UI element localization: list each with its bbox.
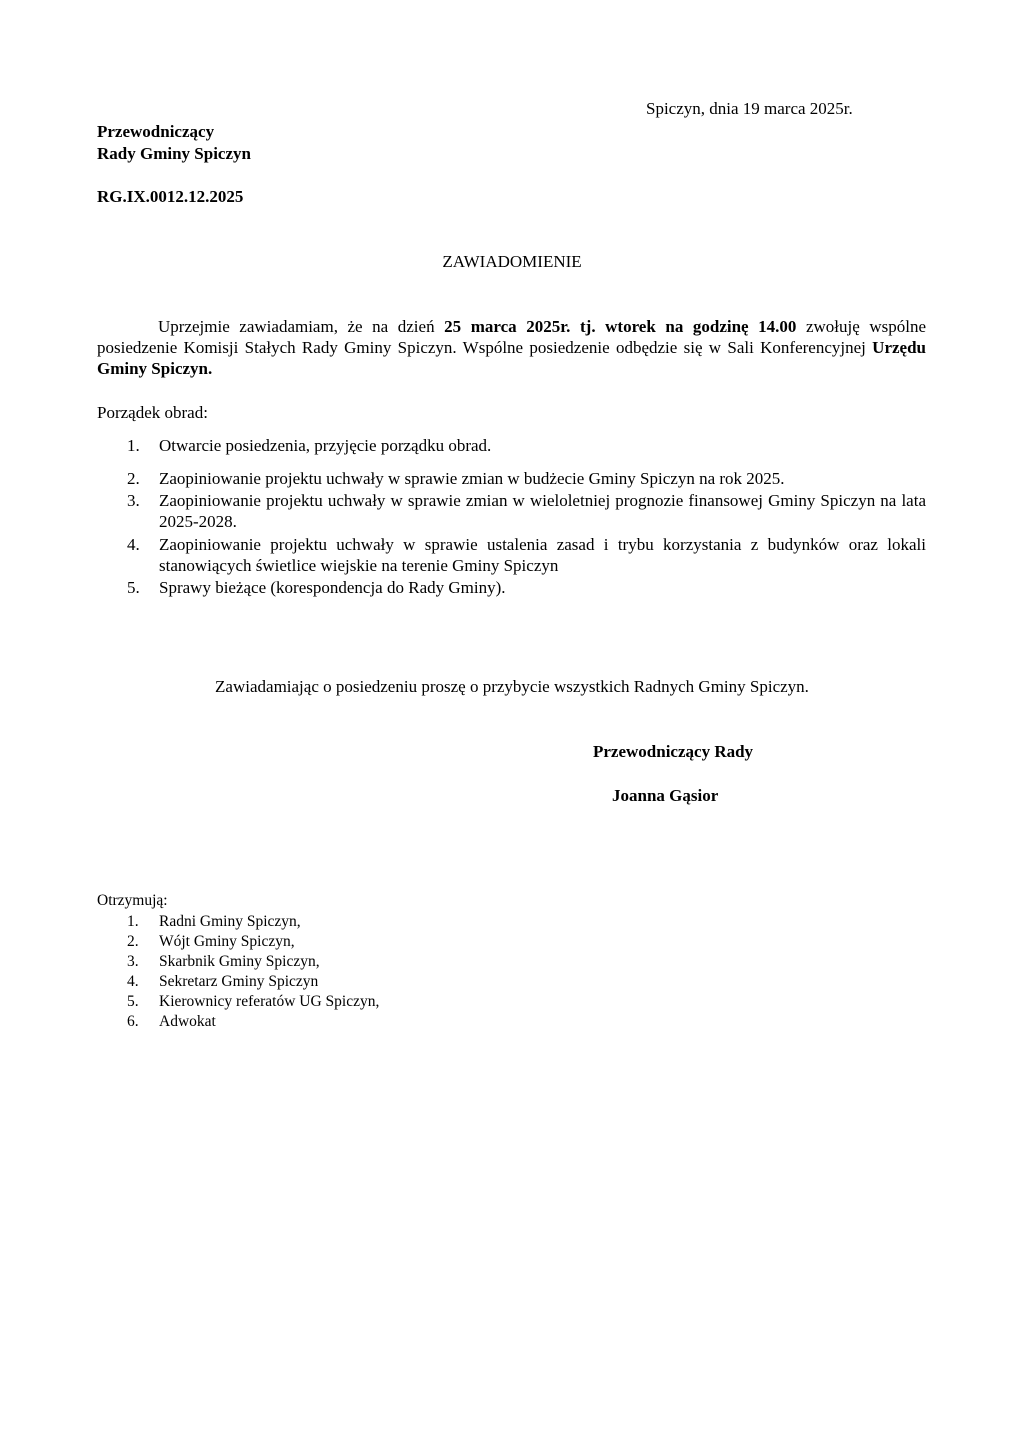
closing-sentence: Zawiadamiając o posiedzeniu proszę o przybycie wszystkich Radnych Gminy Spiczyn. — [215, 677, 809, 696]
recipient-text: Radni Gminy Spiczyn, — [159, 913, 301, 930]
agenda-item — [97, 468, 926, 489]
agenda-item-number: 2. — [127, 469, 140, 488]
recipient-text: Skarbnik Gminy Spiczyn, — [159, 953, 320, 970]
recipient-text: Kierownicy referatów UG Spiczyn, — [159, 993, 380, 1010]
place-date: Spiczyn, dnia 19 marca 2025r. — [646, 99, 853, 118]
intro-text-2: zwołuję wspólne posiedzenie Komisji Stałych Rady Gminy Spiczyn. Wspólne posiedzenie odbędzie się w Sali Konferencyjnej — [97, 317, 926, 357]
recipient-number: 3. — [127, 953, 139, 970]
reference-number: RG.IX.0012.12.2025 — [97, 187, 244, 206]
agenda-item-text: Zaopiniowanie projektu uchwały w sprawie ustalenia zasad i trybu korzystania z budynków oraz lokali stanowiących świetlice wiejskie na terenie Gminy Spiczyn — [159, 535, 926, 575]
sender-title: Przewodniczący — [97, 122, 215, 141]
agenda-item — [97, 534, 926, 576]
signature-role: Przewodniczący Rady — [593, 742, 754, 761]
agenda-item-number: 3. — [127, 491, 140, 510]
recipient-number: 6. — [127, 1013, 139, 1030]
meeting-venue: Urzędu Gminy Spiczyn. — [97, 338, 926, 378]
agenda-item — [97, 435, 926, 456]
agenda-label: Porządek obrad: — [97, 403, 208, 422]
intro-paragraph — [97, 316, 926, 379]
agenda-item-number: 4. — [127, 535, 140, 554]
recipient-number: 4. — [127, 973, 139, 990]
recipient-number: 1. — [127, 913, 139, 930]
recipient-text: Adwokat — [159, 1013, 216, 1030]
meeting-date-time: 25 marca 2025r. tj. wtorek na godzinę 14.00 — [444, 317, 797, 336]
agenda-item — [97, 577, 926, 598]
intro-text-1: Uprzejmie zawiadamiam, że na dzień — [158, 317, 445, 336]
agenda-item — [97, 490, 926, 532]
recipients-label: Otrzymują: — [97, 892, 168, 909]
agenda-item-text: Otwarcie posiedzenia, przyjęcie porządku obrad. — [159, 436, 492, 455]
agenda-item-text: Sprawy bieżące (korespondencja do Rady Gminy). — [159, 578, 506, 597]
recipient-text: Sekretarz Gminy Spiczyn — [159, 973, 319, 990]
sender-council: Rady Gminy Spiczyn — [97, 144, 251, 163]
agenda-item-number: 1. — [127, 436, 140, 455]
recipient-number: 2. — [127, 933, 139, 950]
agenda-item-text: Zaopiniowanie projektu uchwały w sprawie zmian w budżecie Gminy Spiczyn na rok 2025. — [159, 469, 785, 488]
document-title: ZAWIADOMIENIE — [442, 252, 582, 271]
agenda-item-text: Zaopiniowanie projektu uchwały w sprawie zmian w wieloletniej prognozie finansowej Gminy Spiczyn na lata 2025-2028. — [159, 491, 926, 531]
recipient-text: Wójt Gminy Spiczyn, — [159, 933, 295, 950]
agenda-item-number: 5. — [127, 578, 140, 597]
signature-name: Joanna Gąsior — [612, 786, 719, 805]
recipient-number: 5. — [127, 993, 139, 1010]
